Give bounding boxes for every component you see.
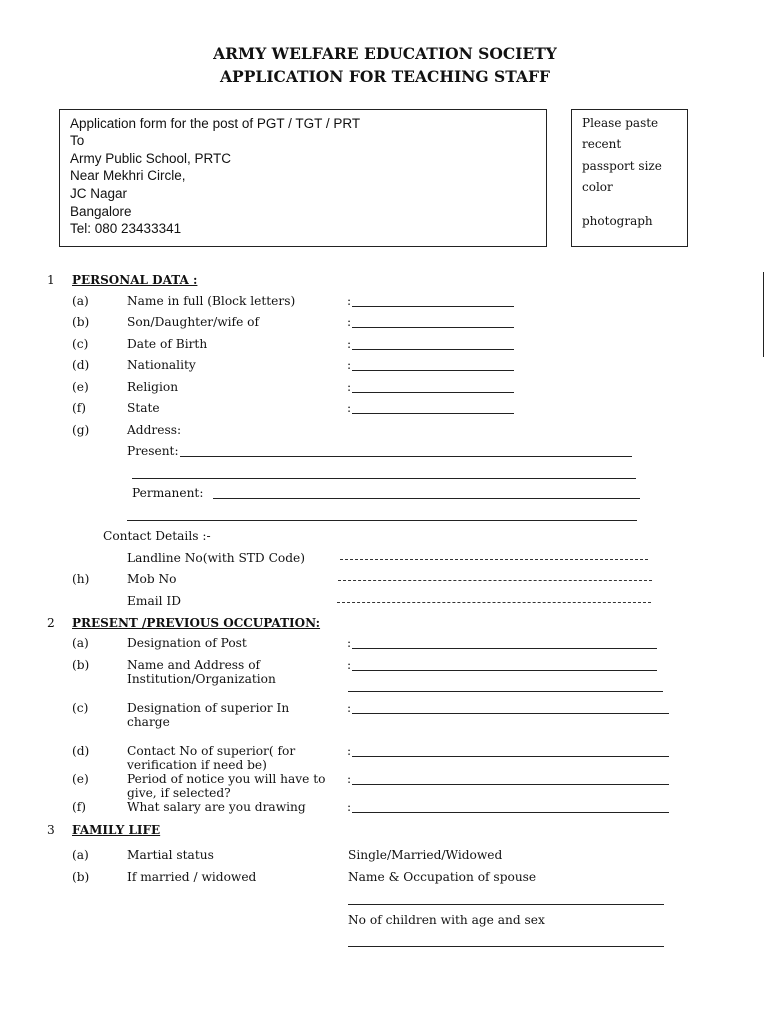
- email-field[interactable]: [337, 602, 651, 603]
- item-letter: (c): [72, 337, 89, 351]
- marital-status-options[interactable]: Single/Married/Widowed: [348, 848, 503, 862]
- item-letter: (b): [72, 658, 90, 672]
- field-label: Designation of superior In: [127, 701, 290, 715]
- field-label: If married / widowed: [127, 870, 257, 884]
- nationality-field[interactable]: [352, 370, 514, 371]
- item-letter: (f): [72, 800, 87, 814]
- superior-field[interactable]: [352, 713, 669, 714]
- field-label-cont: charge: [127, 715, 170, 729]
- item-letter: (d): [72, 744, 90, 758]
- state-field[interactable]: [352, 413, 514, 414]
- permanent-address-field[interactable]: [213, 498, 640, 499]
- mobile-field[interactable]: [338, 580, 652, 581]
- item-letter: (c): [72, 701, 89, 715]
- address-box: [59, 109, 547, 247]
- colon: :: [347, 744, 352, 758]
- photo-line: Please paste: [582, 116, 659, 130]
- spouse-field[interactable]: [348, 904, 664, 905]
- field-label-cont: verification if need be): [127, 758, 267, 772]
- address-line: To: [70, 133, 85, 148]
- form-subtitle: APPLICATION FOR TEACHING STAFF: [220, 67, 550, 86]
- item-letter: (e): [72, 380, 89, 394]
- field-label: Designation of Post: [127, 636, 247, 650]
- field-label: State: [127, 401, 160, 415]
- relation-field[interactable]: [352, 327, 514, 328]
- field-label: What salary are you drawing: [127, 800, 306, 814]
- colon: :: [347, 358, 352, 372]
- item-letter: (b): [72, 315, 90, 329]
- religion-field[interactable]: [352, 392, 514, 393]
- photo-box[interactable]: [571, 109, 688, 247]
- present-address-field[interactable]: [180, 456, 632, 457]
- item-letter: (f): [72, 401, 87, 415]
- address-line: Application form for the post of PGT / TGT / PRT: [70, 116, 361, 131]
- item-letter: (a): [72, 636, 89, 650]
- permanent-label: Permanent:: [132, 486, 204, 500]
- notice-period-field[interactable]: [352, 784, 669, 785]
- section-title: PERSONAL DATA :: [72, 273, 198, 287]
- field-label-cont: Institution/Organization: [127, 672, 276, 686]
- section-title: PRESENT /PREVIOUS OCCUPATION:: [72, 616, 321, 630]
- photo-line: color: [582, 180, 613, 194]
- item-letter: (e): [72, 772, 89, 786]
- field-label: Son/Daughter/wife of: [127, 315, 259, 329]
- form-title: ARMY WELFARE EDUCATION SOCIETY: [213, 44, 557, 63]
- address-line: Near Mekhri Circle,: [70, 168, 186, 183]
- children-field[interactable]: [348, 946, 664, 947]
- item-letter: (h): [72, 572, 90, 586]
- spouse-label: Name & Occupation of spouse: [348, 870, 537, 884]
- colon: :: [347, 800, 352, 814]
- item-letter: (g): [72, 423, 90, 437]
- item-letter: (d): [72, 358, 90, 372]
- photo-line: photograph: [582, 214, 653, 228]
- address-line: Army Public School, PRTC: [70, 151, 232, 166]
- field-label: Address:: [127, 423, 182, 437]
- item-letter: (b): [72, 870, 90, 884]
- institution-field[interactable]: [352, 670, 657, 671]
- designation-field[interactable]: [352, 648, 657, 649]
- section-number: 3: [47, 823, 55, 837]
- item-letter: (a): [72, 848, 89, 862]
- institution-field-2[interactable]: [348, 691, 663, 692]
- field-label: Name in full (Block letters): [127, 294, 296, 308]
- colon: :: [347, 401, 352, 415]
- colon: :: [347, 380, 352, 394]
- salary-field[interactable]: [352, 812, 669, 813]
- field-label-cont: give, if selected?: [127, 786, 231, 800]
- address-line: Tel: 080 23433341: [70, 221, 182, 236]
- landline-label: Landline No(with STD Code): [127, 551, 306, 565]
- address-line: Bangalore: [70, 204, 132, 219]
- field-label: Contact No of superior( for: [127, 744, 296, 758]
- photo-line: recent: [582, 137, 622, 151]
- margin-line: [763, 272, 764, 357]
- field-label: Nationality: [127, 358, 196, 372]
- field-label: Date of Birth: [127, 337, 208, 351]
- children-label: No of children with age and sex: [348, 913, 545, 927]
- section-title: FAMILY LIFE: [72, 823, 161, 837]
- name-field[interactable]: [352, 306, 514, 307]
- email-label: Email ID: [127, 594, 181, 608]
- mobile-label: Mob No: [127, 572, 177, 586]
- address-line: JC Nagar: [70, 186, 128, 201]
- section-number: 2: [47, 616, 55, 630]
- colon: :: [347, 658, 352, 672]
- landline-field[interactable]: [340, 559, 648, 560]
- contact-details-label: Contact Details :-: [103, 529, 211, 543]
- colon: :: [347, 337, 352, 351]
- dob-field[interactable]: [352, 349, 514, 350]
- superior-contact-field[interactable]: [352, 756, 669, 757]
- item-letter: (a): [72, 294, 89, 308]
- field-label: Martial status: [127, 848, 214, 862]
- field-label: Name and Address of: [127, 658, 261, 672]
- permanent-address-field-2[interactable]: [127, 520, 637, 521]
- present-address-field-2[interactable]: [132, 478, 636, 479]
- photo-line: passport size: [582, 159, 662, 173]
- field-label: Religion: [127, 380, 179, 394]
- colon: :: [347, 701, 352, 715]
- present-label: Present:: [127, 444, 179, 458]
- colon: :: [347, 636, 352, 650]
- colon: :: [347, 315, 352, 329]
- field-label: Period of notice you will have to: [127, 772, 326, 786]
- section-number: 1: [47, 273, 55, 287]
- colon: :: [347, 294, 352, 308]
- colon: :: [347, 772, 352, 786]
